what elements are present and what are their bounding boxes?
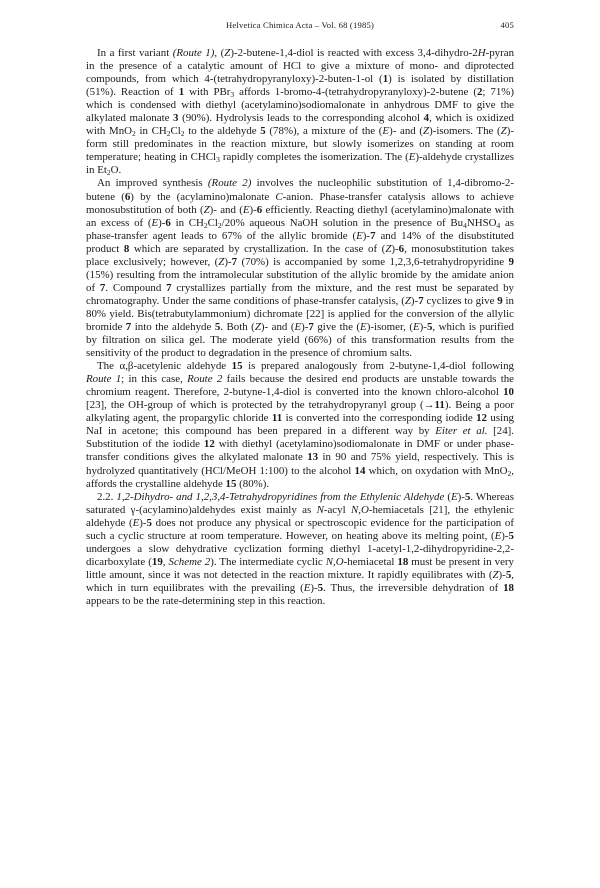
running-title: Helvetica Chimica Acta – Vol. 68 (1985)	[225, 20, 375, 30]
paragraph-acetylenic-aldehyde: The α,β-acetylenic aldehyde 15 is prepared analogously from 2-butyne-1,4-diol following Route 1; in this case, Route 2 fails because the desired end products are unstable towards the chromium reagent. Therefore, 2-butyne-1,4-diol is converted into the known chloro-alcohol 10 [23], the OH-group of which is protected by the tetrahydropyranyl group (→11). Being a poor alkylating agent, the propargylic chloride 11 is converted into the corresponding iodide 12 using NaI in acetone; this compound has been prepared in a different way by Eiter et al. [24]. Substitution of the iodide 12 with diethyl (acetylamino)sodiomalonate in DMF or under phase-transfer conditions gives the alkylated malonate 13 in 90 and 75% yield, respectively. This is hydrolyzed quantitatively (HCl/MeOH 1:100) to the alcohol 14 which, on oxydation with MnO$_2$, affords the crystalline aldehyde 15 (80%).	[86, 360, 515, 490]
paragraph-route-2: An improved synthesis (Route 2) involves the nucleophilic substitution of 1,4-dibromo-2-butene (6) by the (acylamino)malonate C-anion. Phase-transfer catalysis allows to achieve monosubstitution of both (Z)- and (E)-6 efficiently. Reacting diethyl (acetylamino)malonate with an excess of (E)-6 in $CH_2Cl_2/20\%$ aqueous NaOH solution in the presence of $Bu_4NHSO_4$ as phase-transfer agent leads to 67% of the allylic bromide (E)-7 and 14% of the disubstituted product 8 which are separated by crystallization. In the case of (Z)-6, monosubstitution takes place exclusively; however, (Z)-7 (70%) is accompanied by some 1,2,3,6-tetrahydropyridine 9 (15%) resulting from the intramolecular substitution of the allylic bromide by the amidate anion of 7. Compound 7 crystallizes partially from the mixture, and the rest must be separated by chromatography. Under the same conditions of phase-transfer catalysis, (Z)-7 cyclizes to give 9 in 80% yield. Bis(tetrabutylammonium) dichromate [22] is applied for the conversion of the allylic bromide 7 into the aldehyde 5. Both (Z)- and (E)-7 give the (E)-isomer, (E)-5, which is purified by filtration on silica gel. The moderate yield (66%) of this transformation results from the sensitivity of the product to degradation in the presence of chromium salts.	[86, 177, 515, 360]
paragraph-section-2-2: 2.2. 1,2-Dihydro- and 1,2,3,4-Tetrahydropyridines from the Ethylenic Aldehyde (E)-5. Whereas saturated γ-(acylamino)aldehydes exist mainly as N-acyl N,O-hemiacetals [21], the ethylenic aldehyde (E)-5 does not produce any physical or spectroscopic evidence for the participation of such a cyclic structure at room temperature. However, on heating above its melting point, (E)-5 undergoes a slow dehydrative cyclization forming diethyl 1-acetyl-1,2-dihydropyridine-2,2-dicarboxylate (19, Scheme 2). The intermediate cyclic N,O-hemiacetal 18 must be present in very little amount, since it was not detected in the reaction mixture. It rapidly equilibrates with (Z)-5, which in turn equilibrates with the prevailing (E)-5. Thus, the irreversible dehydration of 18 appears to be the rate-determining step in this reaction.	[86, 490, 515, 607]
page-number: 405	[500, 20, 514, 30]
page-header	[86, 20, 514, 34]
paragraph-route-1: In a first variant (Route 1), (Z)-2-butene-1,4-diol is reacted with excess 3,4-dihydro-2H-pyran in the presence of a catalytic amount of HCl to give a mixture of mono- and diprotected compounds, from which 4-(tetrahydropyranyloxy)-2-buten-1-ol (1) is isolated by distillation (51%). Reaction of 1 with PBr$_3$ affords 1-bromo-4-(tetrahydropyranyloxy)-2-butene (2; 71%) which is condensed with diethyl (acetylamino)sodiomalonate in anhydrous DMF to give the alkylated malonate 3 (90%). Hydrolysis leads to the corresponding alcohol 4, which is oxidized with MnO$_2$ in $CH_2Cl_2$ to the aldehyde 5 (78%), a mixture of the (E)- and (Z)-isomers. The (Z)-form still predominates in the reaction mixture, but slowly isomerizes on standing at room temperature; heating in CHCl$_3$ rapidly completes the isomerization. The (E)-aldehyde crystallizes in $Et_2O$.	[86, 47, 515, 178]
body-text	[86, 47, 514, 608]
